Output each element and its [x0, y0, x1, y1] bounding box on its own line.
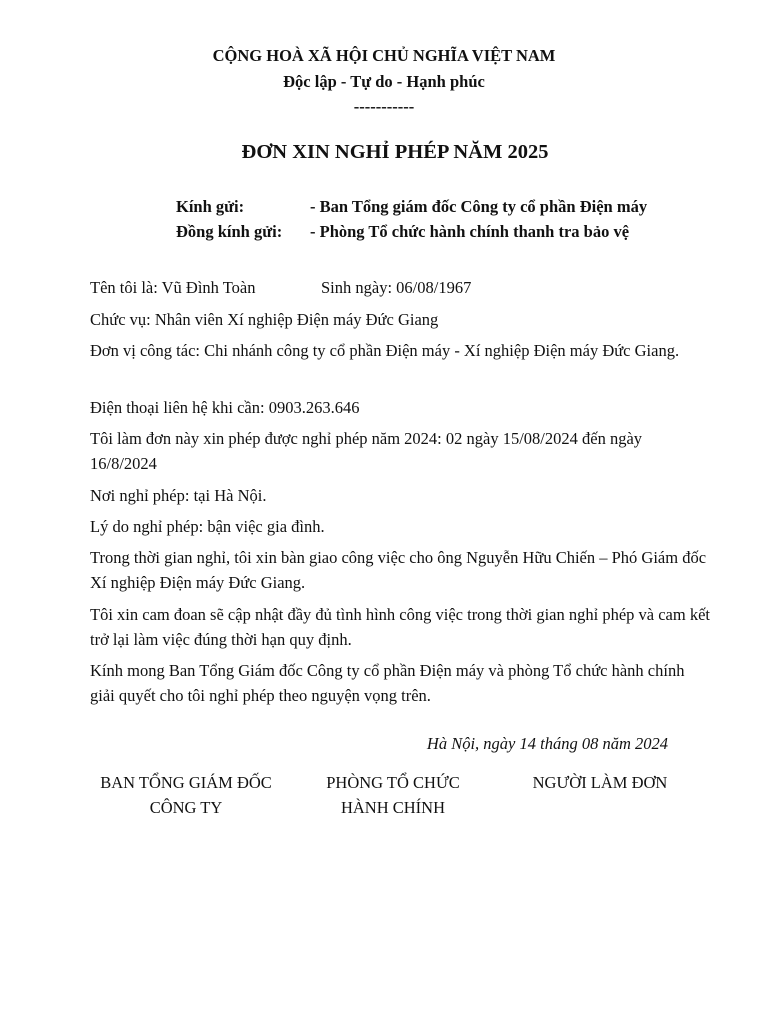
leave-reason: Lý do nghỉ phép: bận việc gia đình.	[90, 517, 325, 536]
signature-hr-line2: HÀNH CHÍNH	[340, 798, 446, 817]
addressee-value: - Ban Tổng giám đốc Công ty cổ phần Điện máy	[310, 197, 648, 216]
header-divider: -----------	[353, 97, 415, 116]
leave-place: Nơi nghỉ phép: tại Hà Nội.	[90, 486, 267, 505]
name-row	[90, 276, 710, 301]
date-line: Hà Nội, ngày 14 tháng 08 năm 2024	[426, 734, 668, 753]
national-header: CỘNG HOÀ XÃ HỘI CHỦ NGHĨA VIỆT NAM	[212, 46, 556, 65]
national-motto: Độc lập - Tự do - Hạnh phúc	[283, 72, 485, 91]
closing-paragraph: Kính mong Ban Tổng Giám đốc Công ty cổ phần Điện máy và phòng Tổ chức hành chính giải quyết cho tôi nghỉ phép theo nguyện vọng trên.	[90, 661, 685, 705]
signature-hr	[298, 770, 488, 820]
date-of-birth: Sinh ngày: 06/08/1967	[321, 278, 472, 297]
signature-board-line1: BAN TỔNG GIÁM ĐỐC	[100, 773, 272, 792]
signature-applicant-label: NGƯỜI LÀM ĐƠN	[532, 773, 668, 792]
work-unit: Đơn vị công tác: Chi nhánh công ty cổ phần Điện máy - Xí nghiệp Điện máy Đức Giang.	[90, 341, 680, 360]
signature-hr-line1: PHÒNG TỔ CHỨC	[326, 773, 460, 792]
handover-paragraph: Trong thời gian nghỉ, tôi xin bàn giao công việc cho ông Nguyễn Hữu Chiến – Phó Giám đốc Xí nghiệp Điện máy Đức Giang.	[90, 548, 707, 592]
signature-board	[86, 770, 286, 820]
employee-name: Tên tôi là: Vũ Đình Toàn	[90, 278, 256, 297]
cc-value: - Phòng Tổ chức hành chính thanh tra bảo vệ	[310, 222, 630, 241]
cc-label: Đồng kính gửi:	[176, 222, 283, 241]
signature-board-line2: CÔNG TY	[149, 798, 223, 817]
addressee-label: Kính gửi:	[176, 197, 245, 216]
position-line: Chức vụ: Nhân viên Xí nghiệp Điện máy Đức Giang	[90, 310, 439, 329]
document-title: ĐƠN XIN NGHỈ PHÉP NĂM 2025	[241, 141, 549, 163]
phone-line: Điện thoại liên hệ khi cần: 0903.263.646	[90, 398, 360, 417]
signature-applicant	[505, 770, 695, 795]
leave-request: Tôi làm đơn này xin phép được nghỉ phép năm 2024: 02 ngày 15/08/2024 đến ngày 16/8/2024	[90, 429, 643, 473]
commitment-paragraph: Tôi xin cam đoan sẽ cập nhật đầy đủ tình hình công việc trong thời gian nghỉ phép và cam kết trở lại làm việc đúng thời hạn quy định.	[90, 605, 710, 649]
